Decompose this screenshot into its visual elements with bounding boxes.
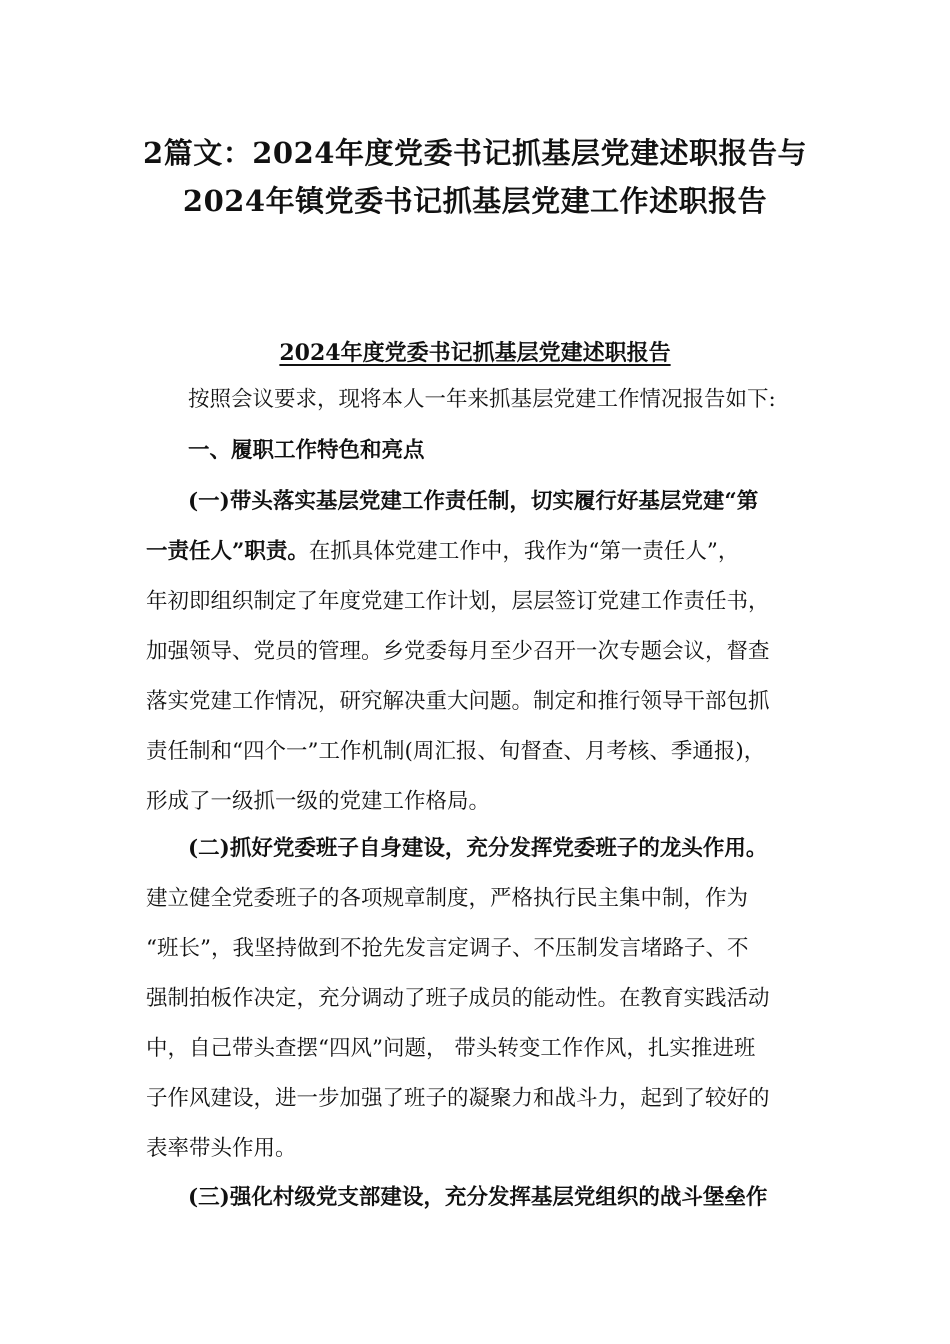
p2-heading-line: (二)抓好党委班子自身建设，充分发挥党委班子的龙头作用。 <box>188 836 768 861</box>
p1-heading-line: (一)带头落实基层党建工作责任制，切实履行好基层党建“第 <box>188 489 759 514</box>
heading-1: 一、履职工作特色和亮点 <box>188 438 425 463</box>
p1-line-7: 形成了一级抓一级的党建工作格局。 <box>146 789 491 814</box>
p2-line-2: 建立健全党委班子的各项规章制度，严格执行民主集中制，作为 <box>146 886 749 911</box>
p1-heading-end: 一责任人”职责。 <box>146 539 309 564</box>
p1-line-2-text: 在抓具体党建工作中，我作为“第一责任人”， <box>308 539 740 564</box>
p1-line-3: 年初即组织制定了年度党建工作计划，层层签订党建工作责任书， <box>146 589 770 614</box>
section-title: 2024年度党委书记抓基层党建述职报告 <box>279 340 671 366</box>
p2-line-5: 中，自己带头查摆“四风”问题， 带头转变工作作风，扎实推进班 <box>146 1036 756 1061</box>
p2-line-6: 子作风建设，进一步加强了班子的凝聚力和战斗力，起到了较好的 <box>146 1086 770 1111</box>
p2-line-4: 强制拍板作决定，充分调动了班子成员的能动性。在教育实践活动 <box>146 986 770 1011</box>
p2-line-3: “班长”，我坚持做到不抢先发言定调子、不压制发言堵路子、不 <box>146 936 749 961</box>
p1-line-4: 加强领导、党员的管理。乡党委每月至少召开一次专题会议，督查 <box>146 639 770 664</box>
document-title-line-2: 2024年镇党委书记抓基层党建工作述职报告 <box>182 184 768 218</box>
p2-line-7: 表率带头作用。 <box>146 1136 297 1161</box>
p3-heading-line: (三)强化村级党支部建设，充分发挥基层党组织的战斗堡垒作 <box>188 1185 768 1210</box>
p1-line-6: 责任制和“四个一”工作机制(周汇报、旬督查、月考核、季通报)， <box>146 739 766 764</box>
p1-line-5: 落实党建工作情况，研究解决重大问题。制定和推行领导干部包抓 <box>146 689 770 714</box>
document-title-line-1: 2篇文：2024年度党委书记抓基层党建述职报告与 <box>143 136 807 170</box>
p1-line-2 <box>146 537 739 567</box>
intro-paragraph: 按照会议要求，现将本人一年来抓基层党建工作情况报告如下: <box>188 387 776 412</box>
